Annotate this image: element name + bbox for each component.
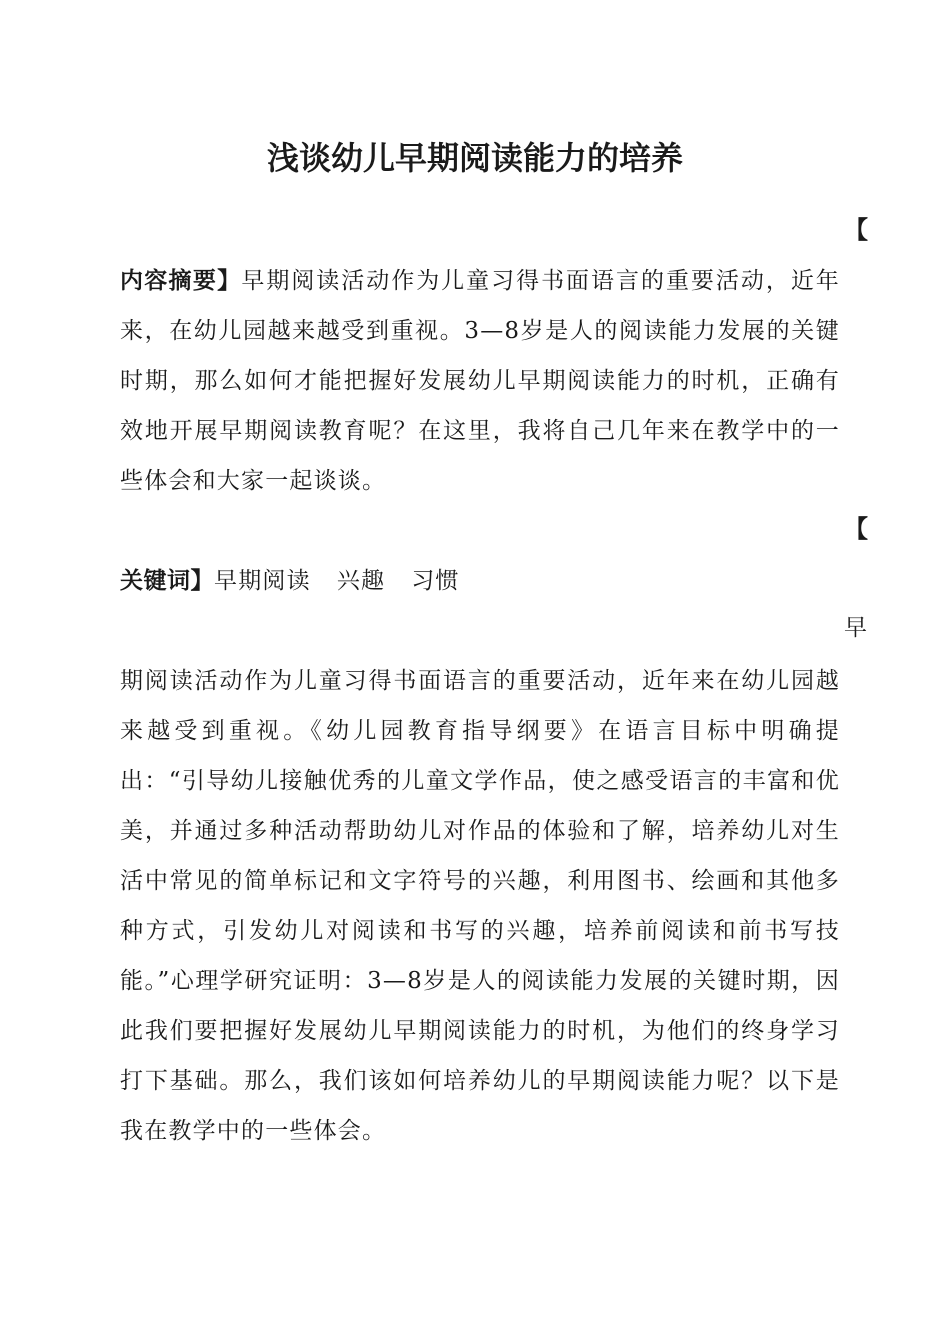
keywords-open-bracket: 【 [844, 515, 868, 543]
keyword-item: 兴趣 [336, 568, 386, 594]
keyword-item: 早期阅读 [214, 568, 311, 594]
abstract-open-bracket: 【 [844, 216, 868, 244]
keywords-paragraph [120, 556, 840, 606]
keyword-item: 习惯 [411, 568, 460, 594]
body-paragraph: 期阅读活动作为儿童习得书面语言的重要活动，近年来在幼儿园越来越受到重视。《幼儿园教育指导纲要》在语言目标中明确提出：“引导幼儿接触优秀的儿童文学作品，使之感受语言的丰富和优美，并通过多种活动帮助幼儿对作品的体验和了解，培养幼儿对生活中常见的简单标记和文字符号的兴趣，利用图书、绘画和其他多种方式，引发幼儿对阅读和书写的兴趣，培养前阅读和前书写技能。”心理学研究证明：3—8岁是人的阅读能力发展的关键时期，因此我们要把握好发展幼儿早期阅读能力的时机，为他们的终身学习打下基础。那么，我们该如何培养幼儿的早期阅读能力呢？以下是我在教学中的一些体会。 [120, 668, 840, 1144]
keywords-label: 关键词】 [120, 568, 214, 594]
abstract-paragraph [120, 256, 840, 506]
body-lead-character: 早 [844, 615, 867, 641]
document-title: 浅谈幼儿早期阅读能力的培养 [266, 139, 683, 177]
abstract-label: 内容摘要】 [120, 268, 242, 294]
abstract-text: 早期阅读活动作为儿童习得书面语言的重要活动，近年来，在幼儿园越来越受到重视。3—8岁是人的阅读能力发展的关键时期，那么如何才能把握好发展幼儿早期阅读能力的时机，正确有效地开展早期阅读教育呢？在这里，我将自己几年来在教学中的一些体会和大家一起谈谈。 [120, 268, 840, 494]
